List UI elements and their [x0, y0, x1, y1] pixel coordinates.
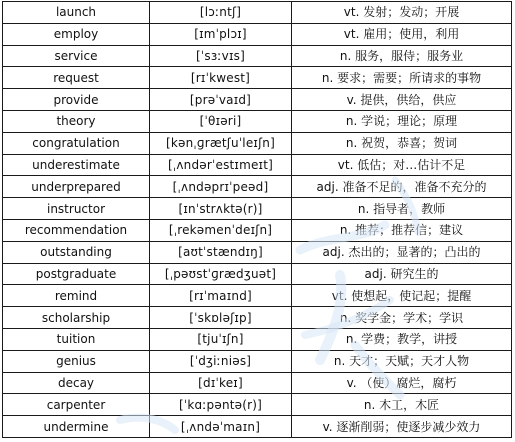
word-cell: provide [3, 89, 150, 111]
table-row [3, 219, 512, 241]
word-cell: decay [3, 372, 150, 394]
meaning-cell: n. 要求；需要；所请求的事物 [292, 67, 512, 89]
word-cell: remind [3, 285, 150, 307]
table-row [3, 198, 512, 220]
word-cell: scholarship [3, 307, 150, 329]
phonetic-cell: [ˌrekəmenˈdeɪʃn] [150, 219, 292, 241]
phonetic-cell: [dɪˈkeɪ] [150, 372, 292, 394]
meaning-cell: n. 天才；天赋；天才人物 [292, 350, 512, 372]
table-row [3, 110, 512, 132]
table-row [3, 394, 512, 416]
word-cell: underprepared [3, 176, 150, 198]
vocabulary-table-body [3, 2, 512, 438]
table-row [3, 67, 512, 89]
vocabulary-table [2, 1, 512, 438]
word-cell: instructor [3, 198, 150, 220]
phonetic-cell: [rɪˈkwest] [150, 67, 292, 89]
table-row [3, 328, 512, 350]
meaning-cell: v. 逐渐削弱；使逐步减少效力 [292, 416, 512, 438]
meaning-cell: vt. 雇用；使用，利用 [292, 23, 512, 45]
table-row [3, 176, 512, 198]
table-row [3, 263, 512, 285]
table-row [3, 154, 512, 176]
table-row [3, 132, 512, 154]
phonetic-cell: [ɪnˈstrʌktə(r)] [150, 198, 292, 220]
meaning-cell: n. 学费；教学，讲授 [292, 328, 512, 350]
table-row [3, 372, 512, 394]
meaning-cell: vt. 使想起，使记起；提醒 [292, 285, 512, 307]
meaning-cell: n. 奖学金；学术；学识 [292, 307, 512, 329]
phonetic-cell: [tjuˈɪʃn] [150, 328, 292, 350]
meaning-cell: vt. 低估；对…估计不足 [292, 154, 512, 176]
meaning-cell: vt. 发射；发动；开展 [292, 2, 512, 24]
table-row [3, 416, 512, 438]
table-row [3, 241, 512, 263]
word-cell: theory [3, 110, 150, 132]
word-cell: employ [3, 23, 150, 45]
word-cell: launch [3, 2, 150, 24]
phonetic-cell: [ˌʌndəprɪˈpeəd] [150, 176, 292, 198]
meaning-cell: n. 祝贺，恭喜；贺词 [292, 132, 512, 154]
meaning-cell: n. 学说；理论；原理 [292, 110, 512, 132]
table-row [3, 89, 512, 111]
phonetic-cell: [ˌʌndəˈmaɪn] [150, 416, 292, 438]
meaning-cell: adj. 研究生的 [292, 263, 512, 285]
word-cell: request [3, 67, 150, 89]
table-row [3, 285, 512, 307]
phonetic-cell: [lɔːntʃ] [150, 2, 292, 24]
meaning-cell: n. 服务，服侍；服务业 [292, 45, 512, 67]
meaning-cell: n. 推荐；推荐信；建议 [292, 219, 512, 241]
table-row [3, 307, 512, 329]
phonetic-cell: [ɪmˈplɔɪ] [150, 23, 292, 45]
meaning-cell: n. 木工，木匠 [292, 394, 512, 416]
phonetic-cell: [ˈskɒləʃɪp] [150, 307, 292, 329]
phonetic-cell: [ˈdʒiːniəs] [150, 350, 292, 372]
phonetic-cell: [ˌʌndərˈestɪmeɪt] [150, 154, 292, 176]
word-cell: service [3, 45, 150, 67]
table-row [3, 23, 512, 45]
phonetic-cell: [aʊtˈstændɪŋ] [150, 241, 292, 263]
word-cell: recommendation [3, 219, 150, 241]
word-cell: genius [3, 350, 150, 372]
phonetic-cell: [prəˈvaɪd] [150, 89, 292, 111]
table-row [3, 2, 512, 24]
phonetic-cell: [ˈθɪəri] [150, 110, 292, 132]
meaning-cell: adj. 杰出的；显著的；凸出的 [292, 241, 512, 263]
meaning-cell: n. 指导者，教师 [292, 198, 512, 220]
word-cell: underestimate [3, 154, 150, 176]
meaning-cell: v. 提供，供给，供应 [292, 89, 512, 111]
phonetic-cell: [rɪˈmaɪnd] [150, 285, 292, 307]
meaning-cell: v. （使）腐烂，腐朽 [292, 372, 512, 394]
meaning-cell: adj. 准备不足的，准备不充分的 [292, 176, 512, 198]
word-cell: carpenter [3, 394, 150, 416]
word-cell: tuition [3, 328, 150, 350]
word-cell: outstanding [3, 241, 150, 263]
table-row [3, 45, 512, 67]
phonetic-cell: [ˌpəʊstˈɡrædʒuət] [150, 263, 292, 285]
word-cell: undermine [3, 416, 150, 438]
phonetic-cell: [kənˌɡrætʃuˈleɪʃn] [150, 132, 292, 154]
word-cell: postgraduate [3, 263, 150, 285]
table-row [3, 350, 512, 372]
phonetic-cell: [ˈsɜːvɪs] [150, 45, 292, 67]
phonetic-cell: [ˈkɑːpəntə(r)] [150, 394, 292, 416]
word-cell: congratulation [3, 132, 150, 154]
